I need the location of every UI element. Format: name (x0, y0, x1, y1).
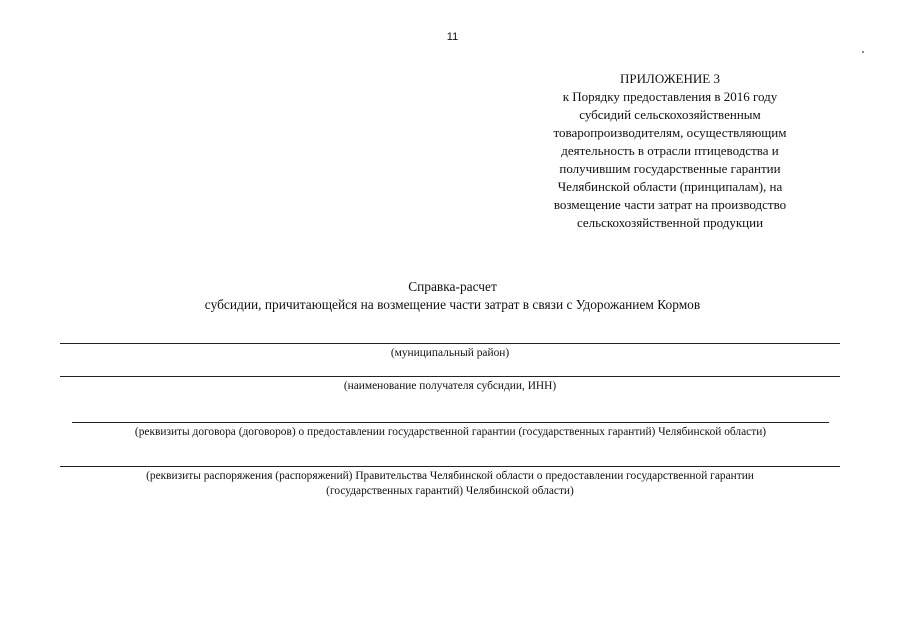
order-caption-line1: (реквизиты распоряжения (распоряжений) Правительства Челябинской области о предоставлении государственной гарантии (146, 470, 754, 482)
appendix-line: получившим государственные гарантии (559, 161, 781, 176)
appendix-line: сельскохозяйственной продукции (576, 215, 764, 230)
district-line (60, 343, 840, 344)
appendix-line: субсидий сельскохозяйственным (579, 107, 761, 122)
appendix-line: деятельность в отрасли птицеводства и (561, 143, 779, 158)
appendix-line: товаропроизводителям, осуществляющим (553, 125, 787, 140)
document-title (0, 278, 905, 314)
title-subtitle: субсидии, причитающейся на возмещение части затрат в связи с Удорожанием Кормов (204, 297, 701, 312)
appendix-line: возмещение части затрат на производство (553, 197, 787, 212)
appendix-line: к Порядку предоставления в 2016 году (562, 89, 778, 104)
appendix-block (520, 70, 820, 232)
order-caption-line2: (государственных гарантий) Челябинской области) (326, 485, 574, 497)
scan-speck (862, 51, 864, 53)
recipient-line (60, 376, 840, 377)
contract-line (72, 422, 829, 423)
title-main: Справка-расчет (408, 279, 497, 294)
appendix-heading: ПРИЛОЖЕНИЕ 3 (620, 71, 720, 86)
recipient-caption: (наименование получателя субсидии, ИНН) (343, 380, 557, 392)
district-caption: (муниципальный район) (390, 347, 510, 359)
appendix-line: Челябинской области (принципалам), на (557, 179, 783, 194)
page-number: 11 (446, 31, 459, 43)
order-line (60, 466, 840, 467)
contract-caption: (реквизиты договора (договоров) о предоставлении государственной гарантии (государственных гарантий) Челябинской области) (134, 426, 767, 438)
